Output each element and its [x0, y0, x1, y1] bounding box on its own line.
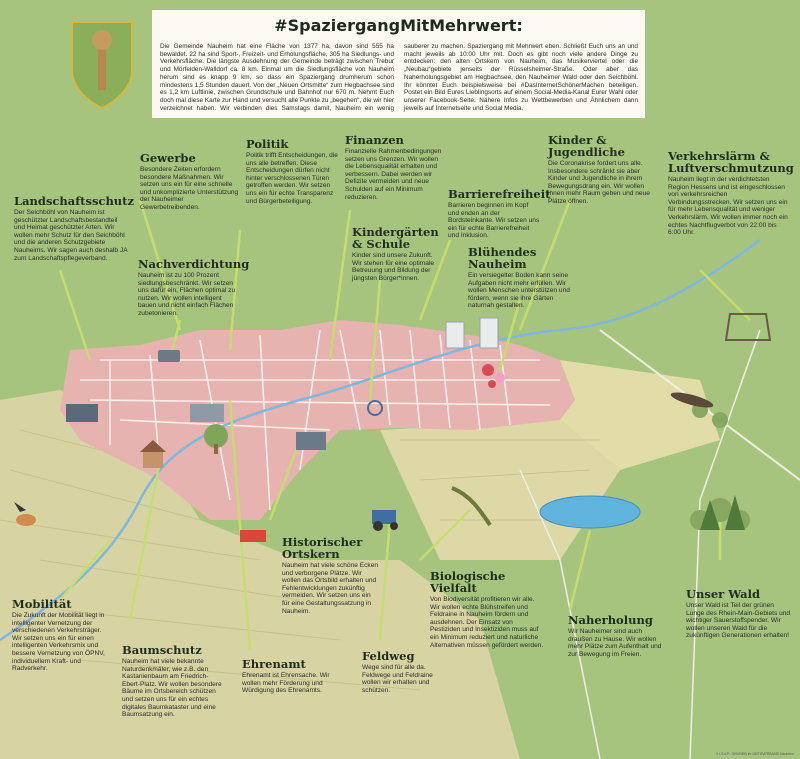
topic-title: Landschaftsschutz	[14, 194, 135, 208]
topic-nachverdichtung	[138, 257, 250, 318]
topic-text: Wege sind für alle da. Feldwege und Feldraine wollen wir erhalten und schützen.	[362, 664, 433, 694]
topic-feldweg	[362, 650, 442, 694]
fire-truck-icon	[240, 530, 266, 542]
topic-title: Naherholung	[568, 613, 653, 627]
topic-title: Baumschutz	[122, 643, 202, 657]
topic-text: Nauheim hat viele schöne Ecken und verborgene Plätze. Wir wollen das Ortsbild erhalten und Fehlentwicklungen zukünftig vermeiden. Wir setzen uns ein für eine Gestaltungssatzung in Nauheim.	[282, 562, 379, 615]
topic-title: Gewerbe	[140, 151, 196, 165]
topic-title: Blühendes Nauheim	[468, 245, 537, 271]
topic-text: Nauheim liegt in der verdichtetsten Region Hessens und ist eingeschlossen von verkehrsreichen Verbindungsstrecken. Wir setzen uns ein für mehr Lebensqualität und weniger Verkehrslärm. Wir wollen immer noch ein echtes Nachtflugverbot von 22:00 bis 6:00 Uhr.	[668, 176, 788, 237]
topic-baumschutz	[122, 644, 222, 719]
topic-verkehrslaerm	[668, 149, 794, 237]
topic-barrierefreiheit	[448, 187, 551, 240]
topic-title: Barrierefreiheit	[448, 187, 551, 201]
topic-naherholung	[568, 614, 668, 658]
topic-title: Ehrenamt	[242, 657, 306, 671]
topic-landschaftsschutz	[14, 194, 135, 262]
intro-title: #SpaziergangMitMehrwert:	[274, 16, 523, 35]
topic-finanzen	[345, 134, 443, 201]
topic-text: Nauheim hat viele bekannte Naturdenkmäler, wie z.B. den Kastanienbaum am Friedrich-Ebert-Platz. Wir wollen besondere Bäume im Ortsbereich schützen und setzen uns für ein echtes digitales Baumkataster und eine Baumsatzung ein.	[122, 658, 222, 719]
topic-text: Besondere Zeiten erfordern besondere Maßnahmen. Wir setzen uns ein für eine schnelle und unkomplizierte Unterstützung der Nauheimer Gewerbetreibenden.	[140, 166, 239, 211]
topic-kindergaerten	[352, 226, 444, 282]
topic-title: Feldweg	[362, 649, 415, 663]
topic-title: Mobilität	[12, 597, 72, 611]
topic-text: Unser Wald ist Teil der grünen Lunge des Rhein-Main-Gebiets und wichtiger Sauerstoffspender. Wir wollen unseren Wald für die zukünftigen Generationen erhalten!	[686, 602, 791, 640]
credit-line: V.i.S.d.P.: GRÜNEN im ORTSVERBAND Nauheim	[715, 752, 794, 756]
topic-title: Politik	[246, 137, 289, 151]
topic-title: Biologische Vielfalt	[430, 569, 506, 595]
topic-biologische	[430, 570, 544, 649]
topic-text: Finanzielle Rahmenbedingungen setzen uns Grenzen. Wir wollen die Lebensqualität erhalten und verbessern. Dabei werden wir Defizite vermeiden und neue Schulden auf ein Minimum reduzieren.	[345, 148, 442, 201]
topic-title: Nachverdichtung	[138, 257, 250, 271]
topic-text: Ein versiegelter Boden kann seine Aufgaben nicht mehr erfüllen. Wir wollen Menschen unterstützen und fördern, wenn sie ihre Gärten naturnah gestalten.	[468, 272, 570, 310]
topic-text: Von Biodiversität profitieren wir alle. Wir wollen echte Blühstreifen und Feldraine in Nauheim fördern und ausdehnen. Der Einsatz von Pestiziden und Insektiziden muss auf ein Minimum reduziert und naturliche Alternativen müssen gefördert werden.	[430, 596, 544, 649]
topic-text: Barrieren beginnen im Kopf und enden an der Bordsteinkante. Wir setzen uns ein für echte Barrierefreiheit und Inklusion.	[448, 202, 540, 240]
topic-politik	[246, 138, 342, 205]
topic-title: Finanzen	[345, 133, 404, 147]
topic-text: Politik trifft Entscheidungen, die uns alle betreffen. Diese Entscheidungen dürfen nicht hinter verschlossenen Türen getroffen werden. Wir setzen uns ein für echte Transparenz und Bürgerbeteiligung.	[246, 152, 338, 205]
intro-panel	[152, 10, 645, 118]
topic-bluehendes	[468, 246, 580, 310]
topic-gewerbe	[140, 152, 244, 212]
topic-title: Historischer Ortskern	[282, 535, 363, 561]
topic-title: Kindergärten & Schule	[352, 225, 439, 251]
topic-text: Die Zukunft der Mobilität liegt in intelligenter Vernetzung der verschiedenen Verkehrsträger. Wir setzen uns ein für einen intelligenten Verkehrsmix und bessere Vernetzung von ÖPNV, individuellem Kraft- und Radverkehr.	[12, 612, 105, 673]
lake-icon	[540, 496, 640, 528]
topic-text: Kinder sind unsere Zukunft. Wir stehen für eine optimale Betreuung und Bildung der jüngsten Bürger*innen.	[352, 252, 435, 282]
topic-text: Nauheim ist zu 100 Prozent siedlungsbeschränkt. Wir setzen uns dafür ein, Flächen optimal zu nutzen. Wir wollen intelligent bauen und nicht einfach Flächen zubetonieren.	[138, 272, 236, 317]
topic-wald	[686, 588, 792, 640]
topic-text: Ehrenamt ist Ehrensache. Wir wollen mehr Förderung und Würdigung des Ehrenamts.	[242, 672, 330, 695]
topic-title: Kinder & Jugendliche	[548, 133, 625, 159]
topic-title: Verkehrslärm & Luftverschmutzung	[668, 149, 794, 175]
topic-ehrenamt	[242, 658, 332, 695]
intro-text: Die Gemeinde Nauheim hat eine Fläche von 1377 ha, davon sind 555 ha bewaldet. 22 ha sind Sport-, Freizeit- und Erholungsfläche, 305 ha Siedlungs- und Verkehrsfläche. Die längste Ausdehnung der Gemeinde beträgt zwischen Trebur und Mörfelden-Walldorf ca. 8 km. Einmal um die Siedlungsfläche von Nauheim herum sind es knapp 9 km, so dass ein Spaziergang drumherum schon mindestens 1,5 Stunden dauert. Von der „Neuen Ortsmitte“ zum Hegbachsee sind es 1,2 km Luftlinie, zwischen Grundschule und Bahnhof nur 670 m. Nehmt Euch doch mal diese Karte zur Hand und versucht alle Punkte zu „begehen“, die wir hier verzeichnet haben. Wir verbinden dies Samstags damit, Nauheim ein wenig sauberer zu machen. Spaziergang mit Mehrwert eben. Schließt Euch uns an und macht jeweils ab 10:00 Uhr mit. Doch es gibt noch viele andere Dinge zu entdecken: den alten Ortskern von Nauheim, das Musikerviertel oder die „Neubau“gebiete jenseits der Rüsselsheimer-Straße. Oder aber das Naherholungsgebiet am Hegbachsee, den Nauheimer Wald oder den Seichböhl. Ihr könntet Euch beispielsweise bei #DasInternetSchönerMachen beteiligen. Postet ein Bild Eures Lieblingsorts auf einem Social-Media-Kanal Eurer Wahl oder unserer Facebook-Seite. Nähere Infos zu Wettbewerben und Ähnlichem dann jeweils auf Internetseite und Social Media.	[160, 43, 638, 112]
topic-kinder	[548, 134, 660, 206]
topic-title: Unser Wald	[686, 587, 761, 601]
topic-historischer	[282, 536, 380, 615]
topic-text: Der Seichböhl von Nauheim ist geschützter Landschaftsbestandteil und Heimat geschützter Arten. Wir wollen mehr Schutz für den Seichböhl und die anderen Schutzgebiete Nauheims. Wir sagen auch deshalb JA zum Landschaftspflegeverband.	[14, 209, 128, 262]
topic-mobilitaet	[12, 598, 110, 673]
bus-icon	[158, 350, 180, 362]
topic-text: Die Coronakrise fordert uns alle. Insbesondere schränkt sie aber Kinder und Jugendliche in ihrem Bewegungsdrang ein. Wir wollen ihnen mehr Raum geben und neue Plätze öffnen.	[548, 160, 650, 205]
topic-text: Wir Nauheimer sind auch draußen zu Hause. Wir wollen mehr Plätze zum Aufenthalt und zur Bewegung im Freien.	[568, 628, 662, 658]
